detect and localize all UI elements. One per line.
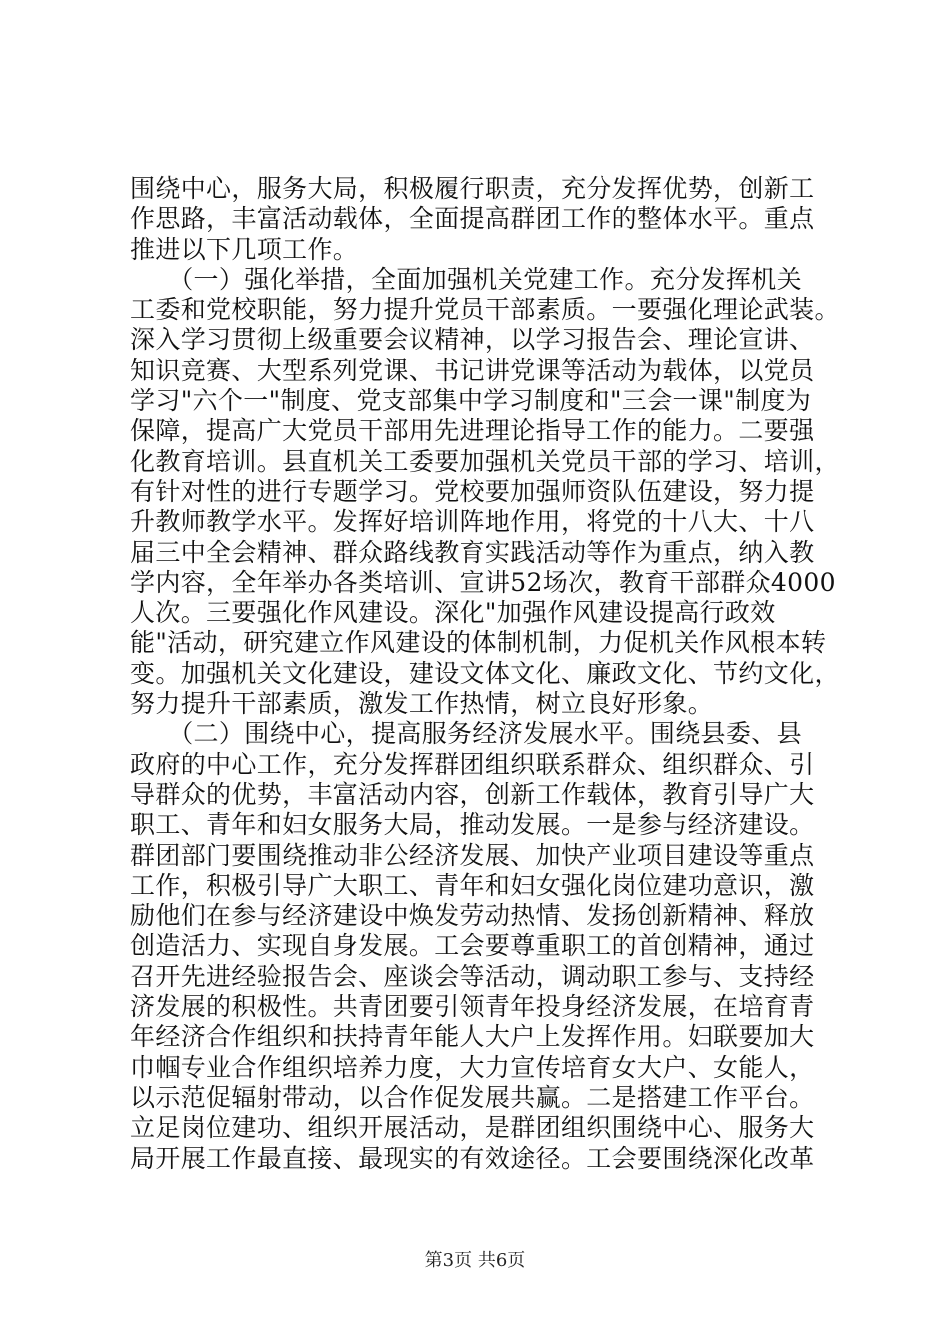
text-line: 化教育培训。县直机关工委要加强机关党员干部的学习、培训， xyxy=(130,446,840,476)
text-line: 导群众的优势，丰富活动内容，创新工作载体，教育引导广大 xyxy=(130,779,815,809)
text-line: （二）围绕中心，提高服务经济发展水平。围绕县委、县 xyxy=(130,719,802,749)
text-line: 变。加强机关文化建设，建设文体文化、廉政文化、节约文化， xyxy=(130,658,840,688)
text-line: 学习"六个一"制度、党支部集中学习制度和"三会一课"制度为 xyxy=(130,386,812,416)
text-line: 群团部门要围绕推动非公经济发展、加快产业项目建设等重点 xyxy=(130,840,815,870)
text-line: 立足岗位建功、组织开展活动，是群团组织围绕中心、服务大 xyxy=(130,1113,815,1143)
page-footer: 第3页 共6页 xyxy=(424,1250,526,1271)
text-line: 升教师教学水平。发挥好培训阵地作用，将党的十八大、十八 xyxy=(130,507,815,537)
text-line: 深入学习贯彻上级重要会议精神，以学习报告会、理论宣讲、 xyxy=(130,325,815,355)
text-line: 召开先进经验报告会、座谈会等活动，调动职工参与、支持经 xyxy=(130,961,815,991)
text-line: 职工、青年和妇女服务大局，推动发展。一是参与经济建设。 xyxy=(130,810,815,840)
text-line: 努力提升干部素质，激发工作热情，树立良好形象。 xyxy=(130,689,714,719)
text-line: 学内容，全年举办各类培训、宣讲52场次，教育干部群众4000 xyxy=(130,567,836,597)
text-line: 有针对性的进行专题学习。党校要加强师资队伍建设，努力提 xyxy=(130,476,815,506)
text-line: 创造活力、实现自身发展。工会要尊重职工的首创精神，通过 xyxy=(130,931,815,961)
text-line: 推进以下几项工作。 xyxy=(130,234,359,264)
text-line: 政府的中心工作，充分发挥群团组织联系群众、组织群众、引 xyxy=(130,749,815,779)
text-line: 知识竞赛、大型系列党课、书记讲党课等活动为载体，以党员 xyxy=(130,355,815,385)
text-line: 届三中全会精神、群众路线教育实践活动等作为重点，纳入教 xyxy=(130,537,815,567)
text-line: 年经济合作组织和扶持青年能人大户上发挥作用。妇联要加大 xyxy=(130,1022,815,1052)
text-line: 工委和党校职能，努力提升党员干部素质。一要强化理论武装。 xyxy=(130,295,840,325)
text-line: 作思路，丰富活动载体，全面提高群团工作的整体水平。重点 xyxy=(130,204,815,234)
text-line: 围绕中心，服务大局，积极履行职责，充分发挥优势，创新工 xyxy=(130,174,815,203)
text-line: 保障，提高广大党员干部用先进理论指导工作的能力。二要强 xyxy=(130,416,815,446)
text-line: 济发展的积极性。共青团要引领青年投身经济发展，在培育青 xyxy=(130,992,815,1022)
text-line: 局开展工作最直接、最现实的有效途径。工会要围绕深化改革 xyxy=(130,1143,815,1173)
text-line: 工作，积极引导广大职工、青年和妇女强化岗位建功意识，激 xyxy=(130,870,815,900)
text-line: 巾帼专业合作组织培养力度，大力宣传培育女大户、女能人， xyxy=(130,1052,815,1082)
text-line: 励他们在参与经济建设中焕发劳动热情、发扬创新精神、释放 xyxy=(130,901,815,931)
text-line: 能"活动，研究建立作风建设的体制机制，力促机关作风根本转 xyxy=(130,628,827,658)
text-line: 人次。三要强化作风建设。深化"加强作风建设提高行政效 xyxy=(130,598,776,628)
body-text xyxy=(130,174,870,1174)
text-line: （一）强化举措，全面加强机关党建工作。充分发挥机关 xyxy=(130,264,802,294)
text-line: 以示范促辐射带动，以合作促发展共赢。二是搭建工作平台。 xyxy=(130,1082,815,1112)
